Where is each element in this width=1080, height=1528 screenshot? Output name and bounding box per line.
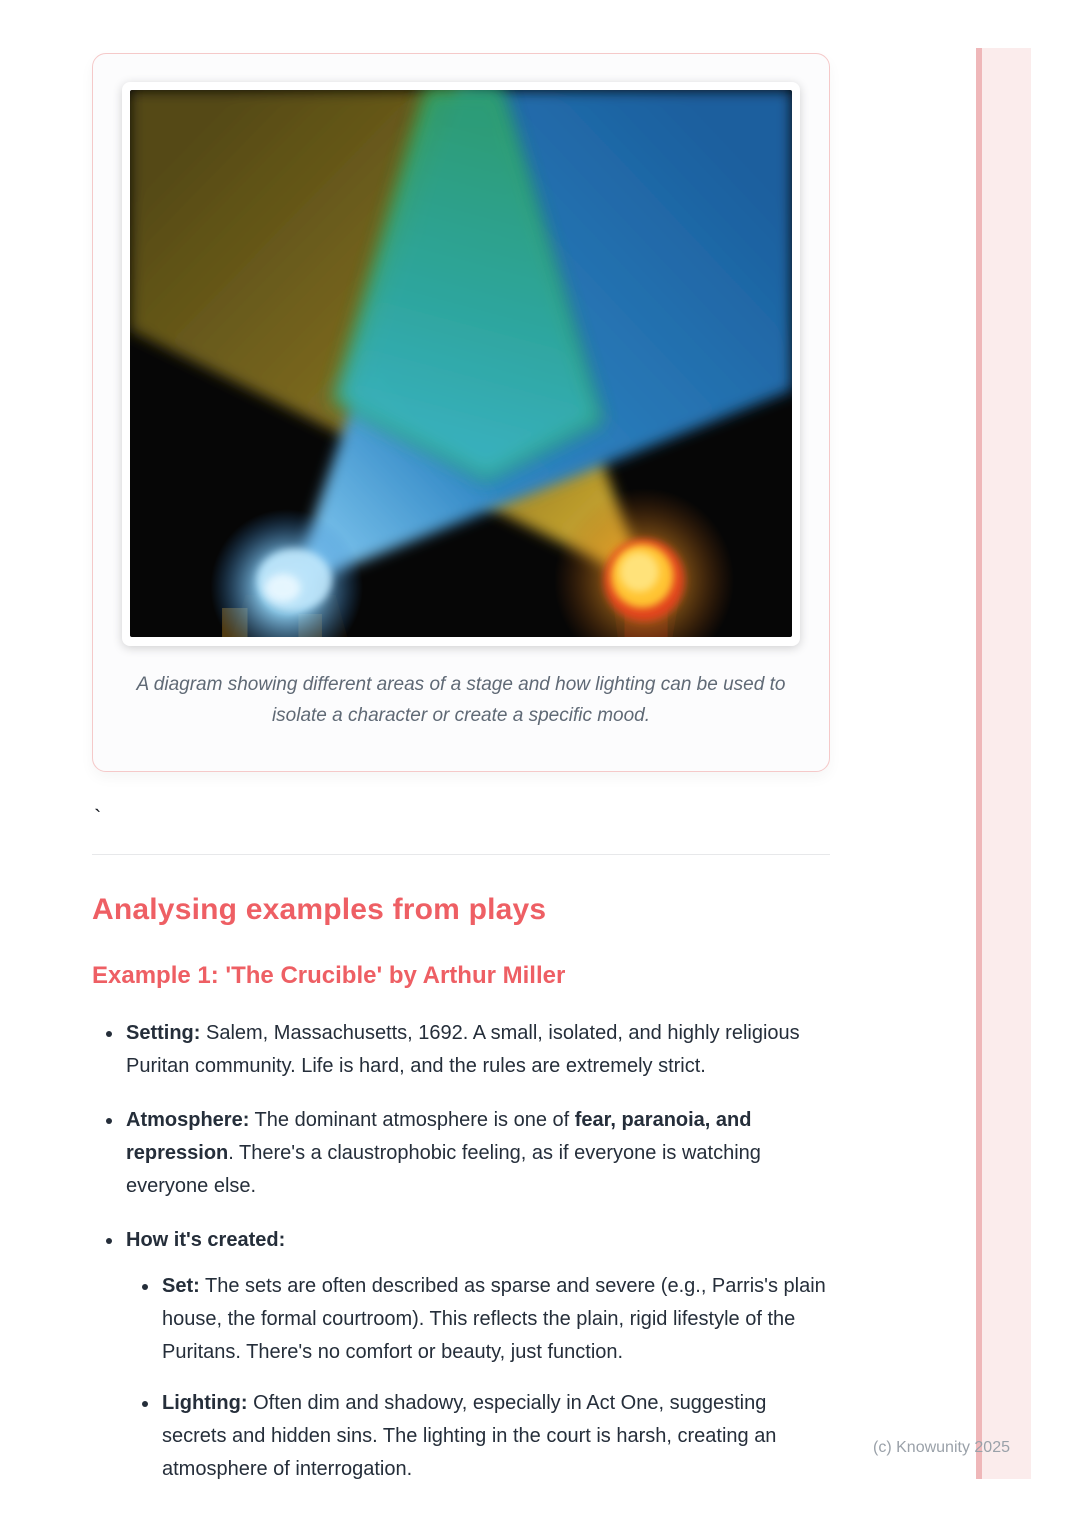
figure-card	[92, 53, 830, 772]
list-item	[124, 1224, 830, 1486]
regular-text: The sets are often described as sparse and severe (e.g., Parris's plain house, the formal courtroom). This reflects the plain, rigid lifestyle of the Puritans. There's no comfort or beauty, just function.	[162, 1275, 826, 1363]
list-item	[124, 1104, 830, 1203]
regular-text: The dominant atmosphere is one of	[249, 1109, 575, 1131]
stage-lights-photo	[130, 90, 792, 637]
regular-text: Salem, Massachusetts, 1692. A small, isolated, and highly religious Puritan community. Life is hard, and the rules are extremely strict.	[126, 1022, 800, 1077]
example-heading: Example 1: 'The Crucible' by Arthur Miller	[92, 962, 566, 989]
list-item	[124, 1017, 830, 1083]
bold-text: Set:	[162, 1275, 200, 1297]
bold-text: Setting:	[126, 1022, 201, 1044]
nested-list	[126, 1270, 830, 1486]
image-caption: A diagram showing different areas of a stage and how lighting can be used to isolate a character or create a specific mood.	[136, 674, 786, 726]
image-frame	[122, 82, 800, 646]
sub-list-item	[160, 1270, 830, 1369]
bold-text: fear, paranoia, and repression	[126, 1109, 752, 1164]
regular-text: . There's a claustrophobic feeling, as if everyone is watching everyone else.	[126, 1142, 761, 1197]
regular-text: Often dim and shadowy, especially in Act One, suggesting secrets and hidden sins. The lighting in the court is harsh, creating an atmosphere of interrogation.	[162, 1392, 777, 1480]
section-heading: Analysing examples from plays	[92, 893, 547, 926]
example-list	[92, 1017, 830, 1486]
content-column	[92, 0, 830, 1507]
bold-text: How it's created:	[126, 1229, 286, 1251]
bold-text: Lighting:	[162, 1392, 248, 1414]
bold-text: Atmosphere:	[126, 1109, 250, 1131]
stray-backtick-text: `	[94, 805, 102, 830]
copyright-watermark: (c) Knowunity 2025	[873, 1439, 1010, 1456]
section-divider	[92, 854, 830, 855]
side-stripe	[976, 48, 1031, 1479]
sub-list-item	[160, 1387, 830, 1486]
